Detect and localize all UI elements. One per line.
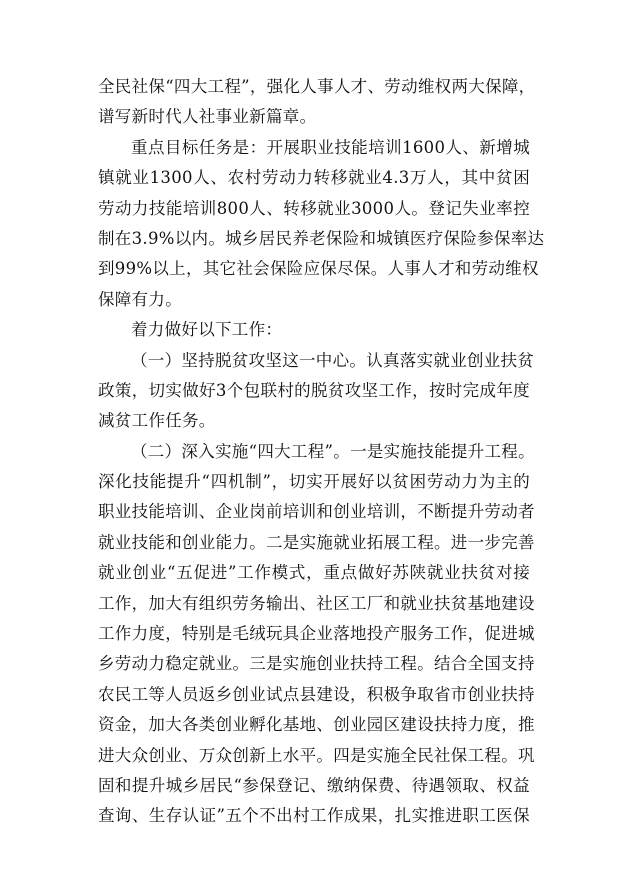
text-line: 就业技能和创业能力。二是实施就业拓展工程。进一步完善 xyxy=(98,532,535,552)
text-line: 着力做好以下工作： xyxy=(131,320,283,340)
paragraph xyxy=(98,133,545,315)
text-line: 谱写新时代人社事业新篇章。 xyxy=(98,107,317,127)
text-line: （二）深入实施“四大工程”。一是实施技能提升工程。 xyxy=(131,441,535,461)
text-line: 资金，加大各类创业孵化基地、创业园区建设扶持力度，推 xyxy=(98,715,535,735)
text-line: 固和提升城乡居民“参保登记、缴纳保费、待遇领取、权益 xyxy=(98,775,530,795)
text-line: 劳动力技能培训800人、转移就业3000人。登记失业率控 xyxy=(98,198,530,218)
text-line: 职业技能培训、企业岗前培训和创业培训，不断提升劳动者 xyxy=(98,502,535,522)
text-line: 乡劳动力稳定就业。三是实施创业扶持工程。结合全国支持 xyxy=(98,654,535,674)
text-line: 深化技能提升“四机制”，切实开展好以贫困劳动力为主的 xyxy=(98,472,530,492)
paragraph xyxy=(98,72,536,133)
text-line: 全民社保“四大工程”，强化人事人才、劳动维权两大保障， xyxy=(98,77,536,96)
paragraph xyxy=(98,437,535,832)
text-line: 进大众创业、万众创新上水平。四是实施全民社保工程。巩 xyxy=(98,745,535,765)
text-line: 到99%以上，其它社会保险应保尽保。人事人才和劳动维权 xyxy=(98,259,539,279)
text-line: 查询、生存认证”五个不出村工作成果，扎实推进职工医保 xyxy=(98,806,530,826)
text-line: 重点目标任务是：开展职业技能培训1600人、新增城 xyxy=(131,137,530,157)
text-line: 农民工等人员返乡创业试点县建设，积极争取省市创业扶持 xyxy=(98,684,535,704)
text-line: 减贫工作任务。 xyxy=(98,411,216,431)
text-line: 政策，切实做好3个包联村的脱贫攻坚工作，按时完成年度 xyxy=(98,380,530,400)
text-line: 镇就业1300人、农村劳动力转移就业4.3万人，其中贫困 xyxy=(98,168,530,188)
text-line: 制在3.9%以内。城乡居民养老保险和城镇医疗保险参保率达 xyxy=(98,228,545,248)
text-line: 保障有力。 xyxy=(98,289,182,309)
text-line: 工作，加大有组织劳务输出、社区工厂和就业扶贫基地建设 xyxy=(98,593,535,613)
paragraph xyxy=(98,315,530,345)
text-line: （一）坚持脱贫攻坚这一中心。认真落实就业创业扶贫 xyxy=(131,350,535,370)
paragraph xyxy=(98,346,535,437)
text-line: 工作力度，特别是毛绒玩具企业落地投产服务工作，促进城 xyxy=(98,624,535,644)
text-line: 就业创业“五促进”工作模式，重点做好苏陕就业扶贫对接 xyxy=(98,563,530,583)
document-body xyxy=(98,72,545,832)
